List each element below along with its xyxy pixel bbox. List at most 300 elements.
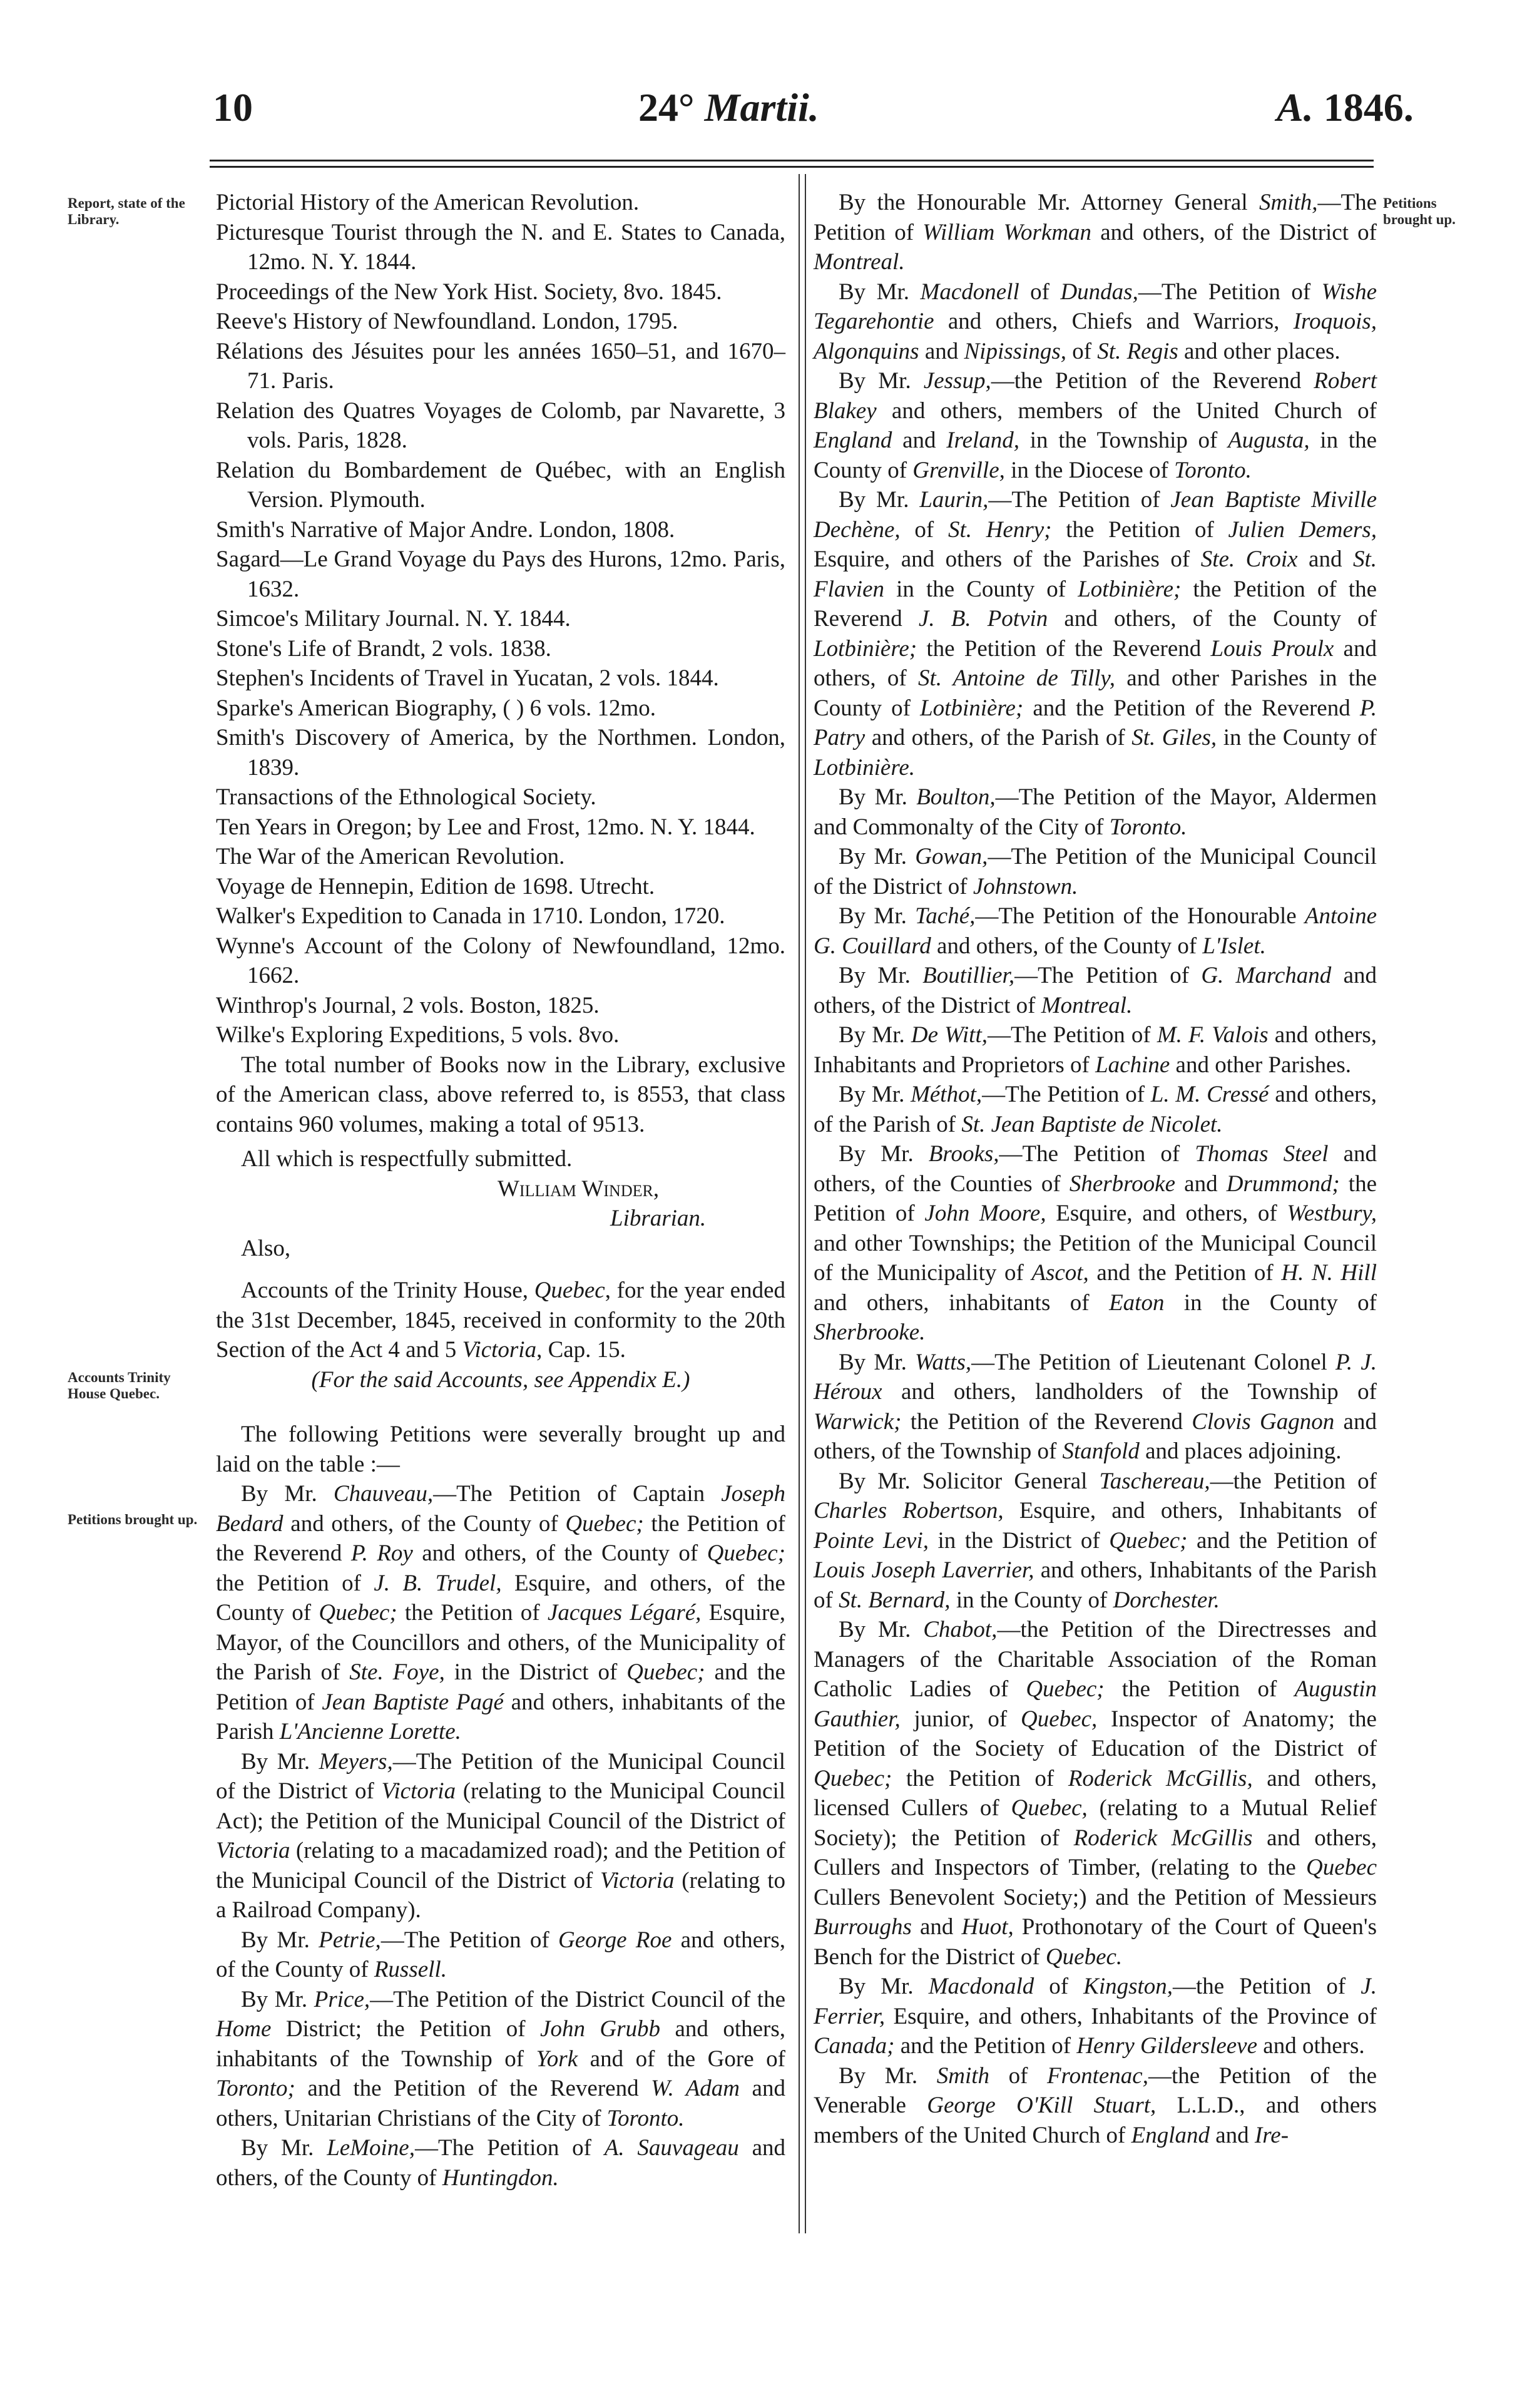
petition-brooks [814, 1139, 1377, 1348]
proper-name: Canada; [814, 2033, 895, 2059]
petition-attorney-general [814, 188, 1377, 277]
text: and others, of the County of [1048, 606, 1377, 632]
text: By Mr. [839, 1141, 929, 1167]
text: L.L.D., and others members of the United Church of [814, 2093, 1377, 2148]
petition-chauveau [216, 1479, 785, 1747]
text: —The Petition of [987, 1022, 1157, 1048]
text: and others, of the County of [283, 1510, 566, 1537]
proper-name: L'Ancienne Lorette. [279, 1719, 461, 1745]
proper-name: Eaton [1109, 1289, 1165, 1316]
left-column [216, 188, 785, 2193]
proper-name: Huot, [961, 1914, 1014, 1940]
proper-name: Dundas, [1060, 279, 1138, 305]
text: By the Honourable Mr. Attorney General [839, 190, 1259, 215]
text: the Petition of the Reverend [917, 635, 1211, 662]
book-entry: Sagard—Le Grand Voyage du Pays des Hurons, 12mo. Paris, 1632. [216, 546, 785, 602]
member-name: Jessup, [923, 368, 991, 394]
text: and other Townships; the Petition of the Municipal Council of the Municipality of [814, 1230, 1377, 1286]
text: the Petition of the Reverend [901, 1408, 1192, 1435]
petition-smith-frontenac [814, 2061, 1377, 2151]
petition-tache [814, 901, 1377, 961]
text: —The Petition of [814, 190, 1377, 245]
proper-name: York [536, 2046, 578, 2072]
text: By Mr. [839, 1617, 924, 1642]
text: and others, of the District of [1091, 219, 1377, 245]
text: and others, of the County of [931, 933, 1203, 959]
member-name: Boulton, [916, 784, 996, 810]
proper-name: Quebec, [1011, 1795, 1088, 1821]
text: in the District of [929, 1527, 1110, 1554]
text: —the Petition of the Reverend [991, 368, 1314, 394]
proper-name: Warwick; [814, 1408, 902, 1435]
text: and others, of the Parish of [814, 1082, 1377, 1137]
text: the Petition of [1051, 516, 1228, 543]
book-entry: Sparke's American Biography, ( ) 6 vols. 12mo. [216, 695, 656, 721]
text: —The Petition of the Mayor, Aldermen and Commonalty of the City of [814, 784, 1377, 840]
text: and others, of the County of [216, 2135, 785, 2191]
member-name: Méthot, [911, 1082, 983, 1107]
proper-name: Frontenac, [1046, 2062, 1148, 2089]
accounts-paragraph [216, 1276, 785, 1365]
member-name: Petrie, [319, 1927, 381, 1953]
text: and the Petition of [894, 2033, 1077, 2059]
proper-name: Roderick McGillis, [1068, 1765, 1253, 1791]
member-name: Macdonald [928, 1974, 1034, 1999]
proper-name: John Grubb [540, 2016, 661, 2042]
text: and others, of the District of [814, 963, 1377, 1018]
proper-name: John Moore, [924, 1201, 1046, 1226]
proper-name: Victoria [381, 1778, 456, 1804]
proper-name: Jean Baptiste Pagé [322, 1689, 504, 1715]
text: and others, members of the United Church of [876, 397, 1377, 424]
proper-name: Clovis Gagnon [1192, 1408, 1335, 1435]
proper-name: Ste. Croix [1200, 546, 1298, 572]
text: the Petition of [1104, 1676, 1295, 1702]
petition-jessup [814, 366, 1377, 485]
place: Quebec [534, 1278, 605, 1303]
text: —The Petition of Captain [433, 1481, 722, 1507]
also-line: Also, [241, 1235, 291, 1261]
text: and of the Gore of [578, 2046, 785, 2072]
member-name: Smith, [1259, 190, 1318, 215]
book-entry: Relation du Bombardement de Québec, with an English Version. Plymouth. [216, 457, 785, 513]
proper-name: J. B. Trudel, [374, 1570, 502, 1596]
petition-petrie [216, 1925, 785, 1985]
member-name: Laurin, [919, 487, 989, 513]
text: Esquire, and others, Inhabitants of [1003, 1498, 1377, 1524]
text: —The Petition of [988, 487, 1171, 513]
spacer [216, 1263, 785, 1276]
text: —the Petition of the Venerable [814, 2062, 1377, 2118]
text: the Petition of the Reverend [216, 1510, 785, 1566]
text: of [1066, 338, 1098, 364]
book-entry: Pictorial History of the American Revolution. [216, 190, 640, 215]
spacer [216, 1395, 785, 1420]
proper-name: Henry Gildersleeve [1076, 2033, 1258, 2059]
text: in the District of [444, 1659, 627, 1685]
proper-name: Louis Joseph Laverrier, [814, 1557, 1034, 1583]
book-entry: Voyage de Hennepin, Edition de 1698. Utrecht. [216, 873, 655, 899]
text: and others, Inhabitants and Proprietors of [814, 1022, 1377, 1078]
text: —The Petition of [414, 2135, 605, 2161]
text: and [892, 428, 947, 453]
proper-name: Wishe Tegarehontie [814, 279, 1377, 334]
text: —the Petition of [1210, 1468, 1377, 1494]
text: in the County of [950, 1587, 1113, 1613]
proper-name: Charles Robertson, [814, 1498, 1004, 1524]
text: and places adjoining. [1139, 1438, 1342, 1464]
submitted-line: All which is respectfully submitted. [241, 1146, 573, 1172]
text: in the County of [884, 576, 1078, 602]
text: and others, Unitarian Christians of the City of [216, 2076, 785, 2131]
proper-name: Home [216, 2016, 272, 2042]
proper-name: Johnstown. [973, 873, 1078, 899]
member-name: LeMoine, [327, 2135, 415, 2161]
page-number: 10 [213, 85, 253, 130]
member-name: Gowan, [915, 844, 988, 869]
proper-name: Sherbrooke. [814, 1319, 926, 1345]
text: —The Petition of [380, 1927, 559, 1953]
date-month: Martii. [704, 85, 819, 130]
proper-name: J. Ferrier, [814, 1974, 1377, 2029]
text: —The Petition of [999, 1141, 1195, 1167]
proper-name: George Roe [558, 1927, 672, 1953]
text: —The Petition of the District Council of the [370, 1986, 785, 2012]
text: and others, inhabitants of the Parish [216, 1689, 785, 1745]
text: District; the Petition of [271, 2016, 541, 2042]
proper-name: Lotbinière; [814, 635, 917, 662]
text: By Mr. [241, 1748, 319, 1775]
text: of [989, 2062, 1047, 2089]
text: —The Petition of the Municipal Council of the District of [814, 844, 1377, 899]
book-entry: The War of the American Revolution. [216, 844, 565, 869]
proper-name: George O'Kill Stuart, [927, 2093, 1157, 2118]
member-name: Macdonell [920, 279, 1019, 305]
book-entry: Reeve's History of Newfoundland. London, 1795. [216, 309, 678, 334]
text: and the Petition of [1088, 1260, 1282, 1286]
text: in the County of [814, 428, 1377, 483]
proper-name: Julien Demers, [1228, 516, 1377, 543]
year-value: 1846. [1313, 85, 1414, 130]
text: —The Petition of the Honourable [975, 903, 1305, 929]
book-entry: Simcoe's Military Journal. N. Y. 1844. [216, 606, 571, 632]
proper-name: Pointe Levi, [814, 1527, 929, 1554]
book-entry: Stephen's Incidents of Travel in Yucatan, 2 vols. 1844. [216, 665, 719, 691]
proper-name: Roderick McGillis [1073, 1825, 1253, 1851]
text: , Cap. 15. [536, 1337, 626, 1363]
proper-name: Augustin Gauthier, [814, 1676, 1377, 1732]
side-note-petitions-right: Petitions brought up. [1383, 195, 1456, 227]
petition-chabot [814, 1615, 1377, 1972]
proper-name: William Workman [922, 219, 1092, 245]
proper-name: Burroughs [814, 1914, 912, 1940]
proper-name: Westbury, [1287, 1201, 1377, 1226]
proper-name: Lotbinière; [1078, 576, 1182, 602]
text: and [1297, 546, 1353, 572]
petition-lemoine [216, 2133, 785, 2193]
proper-name: Dorchester. [1113, 1587, 1220, 1613]
petition-laurin [814, 485, 1377, 782]
proper-name: St. Giles, [1131, 725, 1217, 751]
member-name: Watts, [915, 1349, 972, 1375]
book-entry: Wilke's Exploring Expeditions, 5 vols. 8vo. [216, 1022, 620, 1048]
text: and others, of the County of [216, 1927, 785, 1982]
proper-name: St. Flavien [814, 546, 1377, 602]
proper-name: Ire- [1254, 2122, 1289, 2148]
proper-name: Quebec; [1026, 1676, 1105, 1702]
proper-name: Quebec; [1109, 1527, 1188, 1554]
petitions-intro: The following Petitions were severally brought up and laid on the table :— [216, 1422, 785, 1477]
member-name: Boutillier, [922, 963, 1015, 988]
text: and other Parishes. [1170, 1052, 1352, 1078]
year-prefix: A. [1277, 85, 1314, 130]
text: and others, of the County of [412, 1540, 707, 1566]
text: the Petition of [397, 1600, 548, 1626]
member-name: De Witt, [911, 1022, 988, 1048]
member-name: Taché, [915, 903, 976, 929]
proper-name: Joseph Bedard [216, 1481, 786, 1537]
side-note-accounts: Accounts Trinity House Quebec. [68, 1370, 171, 1401]
text: (relating to a Railroad Company). [216, 1867, 785, 1923]
proper-name: England [1131, 2122, 1210, 2148]
side-note-report: Report, state of the Library. [68, 195, 185, 227]
text: By Mr. [241, 1481, 334, 1507]
column-divider-double [805, 174, 806, 2233]
petition-boutillier [814, 961, 1377, 1020]
total-books-paragraph: The total number of Books now in the Library, exclusive of the American class, above referred to, is 8553, that class contains 960 volumes, making a total of 9513. [216, 1052, 785, 1137]
text: (relating to the Municipal Council Act); the Petition of the Municipal Council of the District of [216, 1778, 786, 1834]
proper-name: St. Regis [1097, 338, 1178, 364]
book-entry: Rélations des Jésuites pour les années 1650–51, and 1670–71. Paris. [216, 338, 785, 394]
text: (relating to a Mutual Relief Society); the Petition of [814, 1795, 1377, 1851]
proper-name: Antoine G. Couillard [814, 903, 1377, 959]
text: the Petition of the Reverend [814, 576, 1377, 632]
page-date [638, 85, 819, 130]
text: By Mr. [839, 2062, 937, 2089]
proper-name: Quebec; [814, 1765, 892, 1791]
member-name: Smith [936, 2062, 990, 2089]
proper-name: J. B. Potvin [918, 606, 1048, 632]
proper-name: Quebec; [565, 1510, 644, 1537]
text: By Mr. [839, 1974, 929, 1999]
text: Inspector of Anatomy; the Petition of the Society of Education of the District of [814, 1706, 1377, 1761]
proper-name: P. Patry [814, 695, 1377, 751]
text: (relating to a macadamized road); and the Petition of the Municipal Council of the District of [216, 1838, 785, 1893]
text: —The Petition of [982, 1082, 1151, 1107]
text: By Mr. [839, 903, 916, 929]
proper-name: L'Islet. [1202, 933, 1266, 959]
book-entry: Proceedings of the New York Hist. Society, 8vo. 1845. [216, 279, 722, 305]
proper-name: Toronto; [216, 2076, 295, 2101]
proper-name: Ascot, [1031, 1260, 1089, 1286]
text: By Mr. [241, 1986, 314, 2012]
proper-name: P. J. Héroux [814, 1349, 1377, 1405]
text: and the Petition of [216, 1659, 786, 1715]
proper-name: Jacques Légaré, [547, 1600, 702, 1626]
text: and the Petition of the Reverend [1023, 695, 1360, 721]
text: By Mr. [839, 963, 923, 988]
proper-name: Quebec [1306, 1855, 1377, 1880]
petition-dewitt [814, 1020, 1377, 1080]
text: in the County of [1217, 725, 1377, 751]
proper-name: Quebec; [707, 1540, 785, 1566]
proper-name: England [814, 428, 892, 453]
accounts-see-appendix: (For the said Accounts, see Appendix E.) [311, 1366, 690, 1393]
text: By Mr. [839, 368, 924, 394]
proper-name: Montreal. [1041, 992, 1133, 1018]
text: the Petition of [814, 1171, 1377, 1226]
member-name: Brooks, [928, 1141, 999, 1167]
proper-name: Grenville, [912, 457, 1005, 483]
text: in the County of [1164, 1289, 1377, 1316]
place: Victoria [462, 1337, 537, 1363]
proper-name: Drummond; [1226, 1171, 1340, 1197]
text: and others, of the Township of [814, 1408, 1377, 1464]
member-name: Meyers, [319, 1748, 393, 1775]
book-entry: Walker's Expedition to Canada in 1710. London, 1720. [216, 903, 725, 929]
proper-name: Lotbinière; [920, 695, 1024, 721]
petition-price [216, 1985, 785, 2134]
proper-name: Ireland, [946, 428, 1020, 453]
text: and others, Cullers and Inspectors of Timber, (relating to the [814, 1825, 1377, 1880]
text: Accounts of the Trinity House, [241, 1278, 534, 1303]
text: —The Petition of the Municipal Council of the District of [216, 1748, 785, 1804]
text: By Mr. [839, 784, 917, 810]
text: By Mr. Solicitor General [839, 1468, 1100, 1494]
text: , for the year ended the 31st December, 1845, received in conformity to the 20th Section of the Act 4 and 5 [216, 1278, 785, 1363]
book-entry: Wynne's Account of the Colony of Newfoundland, 12mo. 1662. [216, 933, 785, 988]
text: By Mr. [839, 487, 920, 513]
column-divider [799, 174, 800, 2233]
petition-gowan [814, 842, 1377, 901]
proper-name: M. F. Valois [1157, 1022, 1269, 1048]
signature-title: Librarian. [610, 1206, 707, 1231]
petition-taschereau [814, 1467, 1377, 1616]
text: —The Petition of [1014, 963, 1202, 988]
proper-name: A. Sauvageau [604, 2135, 739, 2161]
member-name: Taschereau, [1099, 1468, 1210, 1494]
proper-name: St. Henry; [947, 516, 1052, 543]
proper-name: G. Marchand [1201, 963, 1332, 988]
proper-name: Russell. [374, 1957, 447, 1982]
proper-name: Quebec, [1021, 1706, 1098, 1732]
proper-name: Lotbinière. [814, 754, 916, 781]
proper-name: St. Jean Baptiste de Nicolet. [961, 1111, 1223, 1137]
text: and others, of the Parish of [865, 725, 1132, 751]
text: the Petition of [216, 1570, 374, 1596]
petition-watts [814, 1348, 1377, 1467]
book-entry: Picturesque Tourist through the N. and E. States to Canada, 12mo. N. Y. 1844. [216, 219, 785, 275]
text: —the Petition of [1173, 1974, 1361, 1999]
text: and others, Chiefs and Warriors, [934, 309, 1294, 334]
text: of [1019, 279, 1061, 305]
proper-name: Stanfold [1062, 1438, 1140, 1464]
proper-name: Ste. Foye, [349, 1659, 445, 1685]
book-entry: Relation des Quatres Voyages de Colomb, par Navarette, 3 vols. Paris, 1828. [216, 397, 785, 453]
text: and others, of the Counties of [814, 1141, 1377, 1197]
text: and others. [1257, 2033, 1365, 2059]
text: the Petition of [892, 1765, 1068, 1791]
proper-name: Quebec; [626, 1659, 705, 1685]
text: —The Petition of [1138, 279, 1322, 305]
petition-meyers [216, 1747, 785, 1925]
proper-name: Jean Baptiste Miville Dechène, [814, 487, 1377, 543]
text: and the Petition of the Reverend [295, 2076, 651, 2101]
text: By Mr. [241, 1927, 319, 1953]
petition-boulton [814, 782, 1377, 842]
text: of [1034, 1974, 1084, 1999]
proper-name: Nipissings, [964, 338, 1066, 364]
text: junior, of [900, 1706, 1021, 1732]
text: Esquire, and others, of the County of [216, 1570, 785, 1626]
text: Esquire, and others, Inhabitants of the Province of [885, 2003, 1377, 2029]
text: and others, landholders of the Township of [882, 1379, 1377, 1405]
text: and [919, 338, 964, 364]
proper-name: St. Bernard, [839, 1587, 951, 1613]
book-entry: Smith's Discovery of America, by the Northmen. London, 1839. [216, 725, 785, 781]
text: Esquire, Mayor, of the Councillors and others, of the Municipality of the Parish of [216, 1600, 785, 1685]
petition-macdonald [814, 1972, 1377, 2061]
text: Esquire, and others, of [1046, 1201, 1287, 1226]
text: and [911, 1914, 962, 1940]
proper-name: H. N. Hill [1281, 1260, 1377, 1286]
text: —the Petition of the Directresses and Managers of the Charitable Association of the Roman Catholic Ladies of [814, 1617, 1377, 1702]
header-rule-double [210, 166, 1374, 168]
text: and others, inhabitants of [814, 1289, 1110, 1316]
text: By Mr. [839, 1082, 911, 1107]
proper-name: Victoria [216, 1838, 290, 1863]
book-entry: Transactions of the Ethnological Society. [216, 784, 596, 810]
header-rule [210, 160, 1374, 161]
book-entry: Stone's Life of Brandt, 2 vols. 1838. [216, 635, 551, 662]
text: of [900, 516, 948, 543]
text: and others, of [814, 635, 1377, 691]
proper-name: Kingston, [1083, 1974, 1173, 1999]
book-entry: Smith's Narrative of Major Andre. London, 1808. [216, 516, 675, 543]
proper-name: Louis Proulx [1210, 635, 1334, 662]
text: By Mr. [839, 844, 916, 869]
petition-macdonell [814, 277, 1377, 367]
proper-name: Huntingdon. [442, 2165, 559, 2191]
proper-name: Augusta, [1228, 428, 1310, 453]
proper-name: Toronto. [1174, 457, 1252, 483]
text: in the Township of [1019, 428, 1228, 453]
text: and [1209, 2122, 1255, 2148]
text: and others, licensed Cullers of [814, 1765, 1377, 1821]
text: Cullers Benevolent Society;) and the Petition of Messieurs [814, 1884, 1377, 1910]
text: and others, Inhabitants of the Parish of [814, 1557, 1377, 1613]
proper-name: Sherbrooke [1069, 1171, 1176, 1197]
member-name: Chabot, [923, 1617, 998, 1642]
text: By Mr. [839, 1349, 916, 1375]
proper-name: Toronto. [606, 2105, 685, 2131]
petition-methot [814, 1080, 1377, 1139]
proper-name: Robert Blakey [814, 368, 1377, 424]
text: and the Petition of [1187, 1527, 1377, 1554]
text: and other places. [1178, 338, 1340, 364]
text: By Mr. [241, 2135, 327, 2161]
member-name: Price, [314, 1986, 370, 2012]
proper-name: Toronto. [1109, 814, 1187, 840]
proper-name: L. M. Cressé [1150, 1082, 1269, 1107]
proper-name: Iroquois, Algonquins [814, 309, 1377, 364]
proper-name: Victoria [600, 1867, 675, 1893]
text: By Mr. [839, 1022, 911, 1048]
proper-name: W. Adam [651, 2076, 740, 2101]
side-note-petitions-left: Petitions brought up. [68, 1512, 198, 1527]
text: By Mr. [839, 279, 921, 305]
book-entry: Winthrop's Journal, 2 vols. Boston, 1825. [216, 992, 600, 1018]
